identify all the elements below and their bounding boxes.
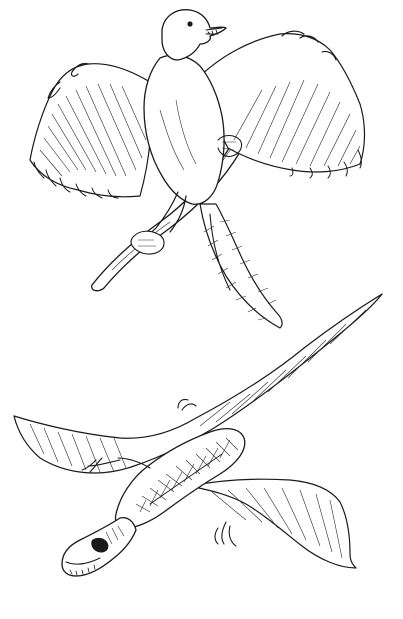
front-wing xyxy=(190,479,356,568)
bird-eye xyxy=(187,21,192,26)
bird-head xyxy=(162,10,226,60)
pterosaur-figure xyxy=(0,290,403,619)
pterosaur-drawing xyxy=(0,290,403,619)
pterosaur-head xyxy=(62,518,136,576)
left-wing xyxy=(30,63,152,198)
